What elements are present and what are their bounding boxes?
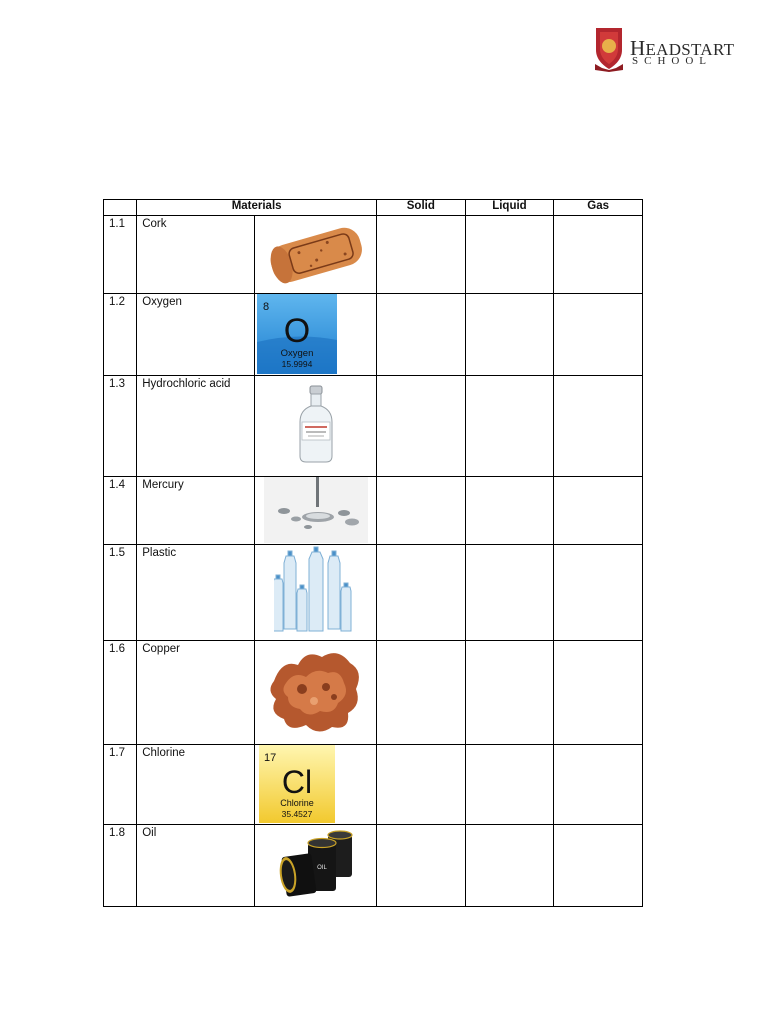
- table-row: [104, 641, 643, 745]
- cork-image: [260, 216, 372, 292]
- solid-answer-cell[interactable]: [377, 545, 466, 641]
- copper-nugget-image: [264, 641, 368, 741]
- material-name: Copper: [142, 643, 180, 655]
- solid-answer-cell[interactable]: [377, 641, 466, 745]
- table-row: [104, 294, 643, 376]
- solid-answer-cell[interactable]: [377, 477, 466, 545]
- gas-answer-cell[interactable]: [554, 545, 643, 641]
- oil-barrels-image: [268, 825, 364, 903]
- liquid-answer-cell[interactable]: [465, 294, 554, 376]
- chlorine-element-tile: [259, 745, 335, 823]
- table-row: [104, 216, 643, 294]
- header-number: [104, 200, 137, 216]
- liquid-answer-cell[interactable]: [465, 745, 554, 825]
- element-name: Chlorine: [280, 798, 314, 808]
- table-row: [104, 545, 643, 641]
- table-row: [104, 477, 643, 545]
- header-gas: Gas: [554, 200, 643, 216]
- material-name: Hydrochloric acid: [142, 378, 231, 390]
- crest-icon: [592, 24, 626, 72]
- plastic-bottles-image: [274, 545, 358, 637]
- atomic-number: 17: [264, 752, 277, 764]
- gas-answer-cell[interactable]: [554, 376, 643, 477]
- solid-answer-cell[interactable]: [377, 216, 466, 294]
- table-row: [104, 825, 643, 907]
- gas-answer-cell[interactable]: [554, 477, 643, 545]
- school-logo: [592, 24, 735, 74]
- element-symbol: Cl: [281, 764, 313, 800]
- gas-answer-cell[interactable]: [554, 294, 643, 376]
- row-number: 1.2: [109, 296, 125, 308]
- solid-answer-cell[interactable]: [377, 294, 466, 376]
- liquid-answer-cell[interactable]: [465, 477, 554, 545]
- material-name: Mercury: [142, 479, 184, 491]
- row-number: 1.6: [109, 643, 125, 655]
- liquid-answer-cell[interactable]: [465, 545, 554, 641]
- header-liquid: Liquid: [465, 200, 554, 216]
- gas-answer-cell[interactable]: [554, 745, 643, 825]
- mercury-image: [264, 477, 368, 543]
- solid-answer-cell[interactable]: [377, 825, 466, 907]
- material-name: Cork: [142, 218, 167, 230]
- row-number: 1.8: [109, 827, 125, 839]
- atomic-number: 8: [263, 301, 270, 313]
- header-solid: Solid: [377, 200, 466, 216]
- atomic-mass: 35.4527: [281, 809, 313, 819]
- atomic-mass: 15.9994: [281, 359, 313, 369]
- row-number: 1.3: [109, 378, 125, 390]
- gas-answer-cell[interactable]: [554, 641, 643, 745]
- solid-answer-cell[interactable]: [377, 745, 466, 825]
- gas-answer-cell[interactable]: [554, 825, 643, 907]
- row-number: 1.7: [109, 747, 125, 759]
- row-number: 1.1: [109, 218, 125, 230]
- row-number: 1.4: [109, 479, 125, 491]
- header-materials: Materials: [137, 200, 377, 216]
- acid-bottle-image: [286, 376, 346, 474]
- logo-subtitle: SCHOOL: [632, 55, 713, 67]
- element-symbol: O: [283, 312, 311, 350]
- material-name: Chlorine: [142, 747, 186, 759]
- table-row: [104, 376, 643, 477]
- material-name: Oil: [142, 827, 157, 839]
- material-name: Plastic: [142, 547, 177, 559]
- header-row: [104, 200, 643, 216]
- table-row: [104, 745, 643, 825]
- material-name: Oxygen: [142, 296, 182, 308]
- gas-answer-cell[interactable]: [554, 216, 643, 294]
- solid-answer-cell[interactable]: [377, 376, 466, 477]
- liquid-answer-cell[interactable]: [465, 376, 554, 477]
- oxygen-element-tile: [257, 294, 337, 374]
- element-name: Oxygen: [280, 348, 314, 359]
- logo-wordmark: HEADSTART: [630, 36, 735, 60]
- svg-text:OIL: OIL: [316, 865, 327, 871]
- materials-table: [103, 199, 643, 907]
- row-number: 1.5: [109, 547, 125, 559]
- liquid-answer-cell[interactable]: [465, 825, 554, 907]
- liquid-answer-cell[interactable]: [465, 641, 554, 745]
- liquid-answer-cell[interactable]: [465, 216, 554, 294]
